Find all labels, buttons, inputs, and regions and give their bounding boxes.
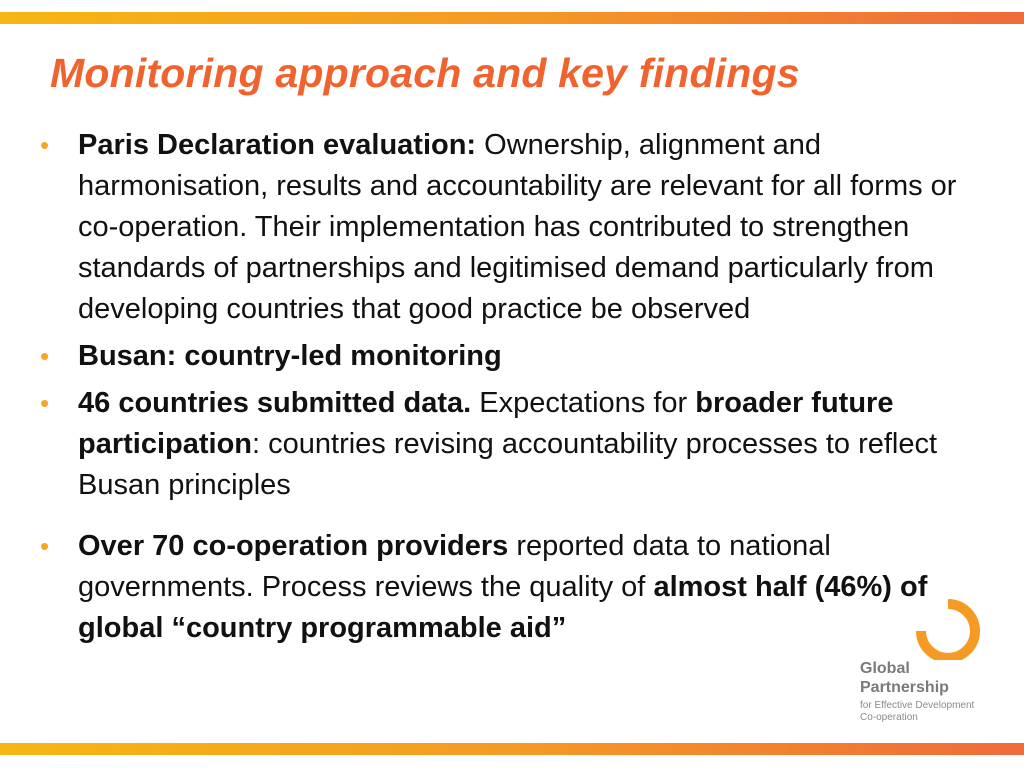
- bullet-marker: •: [40, 388, 50, 418]
- bullet-item-busan: [40, 336, 985, 377]
- logo-text-subtitle-2: Co-operation: [860, 712, 918, 723]
- bullet-heading: Paris Declaration evaluation:: [78, 129, 477, 161]
- bullet-heading: Busan: country-led monitoring: [78, 340, 502, 372]
- bottom-accent-bar: [0, 743, 1024, 755]
- bullet-text: reported data to national governments. Process reviews the quality of: [78, 530, 831, 603]
- bullet-emphasis: almost half (46%) of global “country programmable aid”: [78, 571, 928, 644]
- bullet-text: Expectations for: [471, 387, 696, 419]
- bullet-marker: •: [40, 531, 50, 561]
- bullet-item-countries: [40, 383, 985, 506]
- bullet-item-paris: [40, 125, 985, 330]
- bullet-heading: 46 countries submitted data.: [78, 387, 472, 419]
- bullet-text: Ownership, alignment and harmonisation, results and accountability are relevant for all forms or co-operation. Their implementation has contributed to strengthen standards of partnerships and legitimised demand particularly from developing countries that good practice be observed: [78, 129, 957, 325]
- bullet-emphasis: broader future participation: [78, 387, 894, 460]
- bullet-marker: •: [40, 130, 50, 160]
- logo-text-subtitle: for Effective Development: [860, 700, 975, 711]
- logo-text-partnership: Partnership: [860, 679, 949, 696]
- slide-title: Monitoring approach and key findings: [50, 50, 800, 96]
- bullet-item-providers: [40, 526, 985, 649]
- logo-ring-icon: [908, 598, 988, 660]
- top-accent-bar: [0, 12, 1024, 24]
- global-partnership-logo: [852, 598, 992, 738]
- bullet-marker: •: [40, 341, 50, 371]
- logo-text-global: Global: [860, 660, 910, 677]
- bullet-heading: Over 70 co-operation providers: [78, 530, 509, 562]
- bullet-text: : countries revising accountability processes to reflect Busan principles: [78, 428, 938, 501]
- bullet-list: [40, 125, 985, 649]
